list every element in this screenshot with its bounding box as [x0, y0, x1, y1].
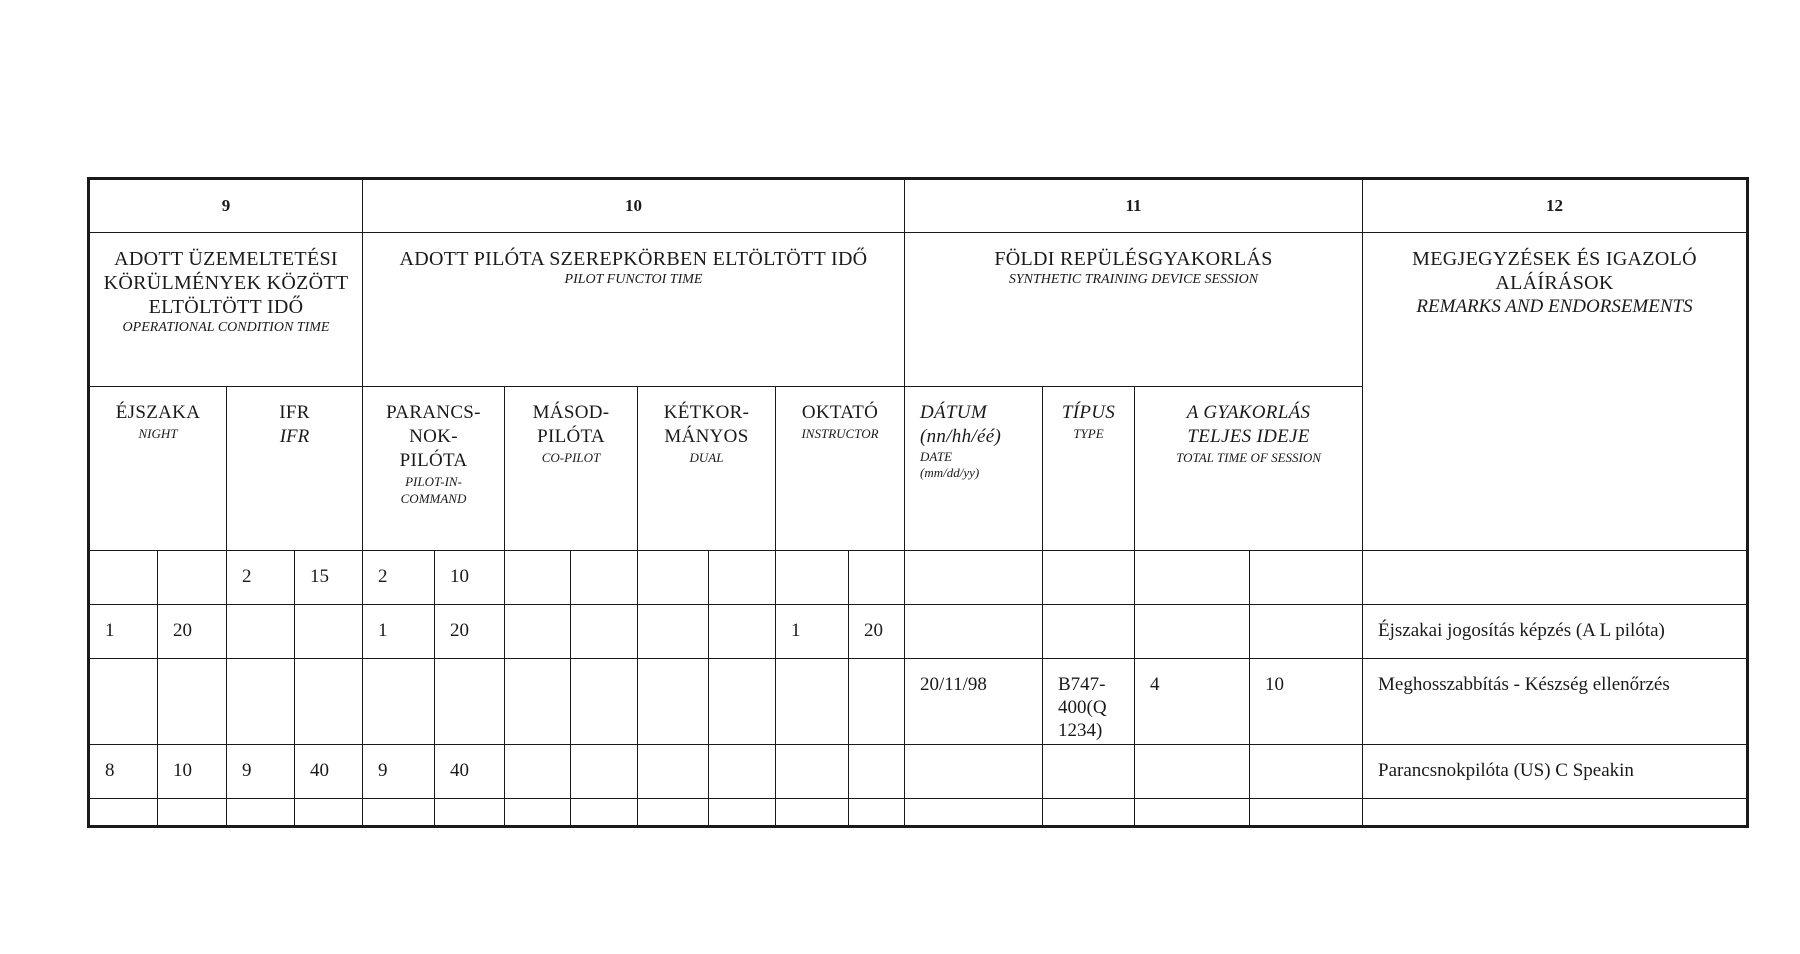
- cell-instructor-minutes[interactable]: [849, 659, 905, 745]
- cell-date[interactable]: [905, 799, 1043, 827]
- cell-session-hours[interactable]: [1135, 605, 1250, 659]
- sub-header-type: [1043, 387, 1135, 551]
- cell-pic-hours[interactable]: 9: [363, 745, 435, 799]
- cell-instructor-hours[interactable]: [776, 799, 849, 827]
- cell-session-hours[interactable]: 4: [1135, 659, 1250, 745]
- sub-header-english: IFR: [279, 426, 310, 447]
- cell-date[interactable]: 20/11/98: [905, 659, 1043, 745]
- cell-session-minutes[interactable]: 10: [1250, 659, 1363, 745]
- cell-pic-minutes[interactable]: [435, 659, 505, 745]
- cell-type[interactable]: [1043, 551, 1135, 605]
- column-number-11: 11: [905, 179, 1363, 233]
- sub-header-label: PARANCS-NOK-PILÓTA: [386, 402, 481, 471]
- cell-pic-hours[interactable]: 2: [363, 551, 435, 605]
- cell-ifr-minutes[interactable]: [295, 799, 363, 827]
- cell-night-hours[interactable]: 1: [89, 605, 158, 659]
- sub-header-date: [905, 387, 1043, 551]
- sub-header-label: ÉJSZAKA: [115, 402, 201, 423]
- cell-session-minutes[interactable]: [1250, 551, 1363, 605]
- cell-night-hours[interactable]: 8: [89, 745, 158, 799]
- cell-remarks[interactable]: Meghosszabbítás - Készség ellenőrzés: [1363, 659, 1748, 745]
- sub-header-english: DATE: [920, 449, 953, 464]
- sub-header-night: [89, 387, 227, 551]
- sub-header-label: TÍPUS: [1061, 402, 1116, 423]
- cell-session-minutes[interactable]: [1250, 745, 1363, 799]
- cell-ifr-hours[interactable]: 9: [227, 745, 295, 799]
- cell-night-minutes[interactable]: [158, 659, 227, 745]
- section-title: FÖLDI REPÜLÉSGYAKORLÁS: [994, 248, 1273, 270]
- cell-instructor-minutes[interactable]: [849, 551, 905, 605]
- section-subtitle: OPERATIONAL CONDITION TIME: [122, 320, 330, 335]
- cell-copilot-hours[interactable]: [505, 659, 571, 745]
- column-number-10: 10: [363, 179, 905, 233]
- table-row: [89, 799, 1748, 827]
- cell-ifr-minutes[interactable]: 40: [295, 745, 363, 799]
- cell-remarks[interactable]: [1363, 799, 1748, 827]
- sub-header-english: PILOT-IN-COMMAND: [400, 474, 467, 506]
- sub-header-english: TYPE: [1073, 426, 1104, 441]
- cell-copilot-hours[interactable]: [505, 799, 571, 827]
- cell-dual-minutes[interactable]: [709, 605, 776, 659]
- cell-copilot-minutes[interactable]: [571, 745, 638, 799]
- cell-session-hours[interactable]: [1135, 799, 1250, 827]
- sub-header-label: MÁSOD-PILÓTA: [532, 402, 610, 447]
- cell-copilot-minutes[interactable]: [571, 605, 638, 659]
- cell-remarks[interactable]: Éjszakai jogosítás képzés (A L pilóta): [1363, 605, 1748, 659]
- table-row: [89, 551, 1748, 605]
- sub-header-label: IFR: [279, 402, 310, 423]
- cell-copilot-hours[interactable]: [505, 605, 571, 659]
- cell-date[interactable]: [905, 745, 1043, 799]
- cell-session-minutes[interactable]: [1250, 799, 1363, 827]
- cell-night-minutes[interactable]: [158, 799, 227, 827]
- sub-header-label-format: (nn/hh/éé): [920, 426, 1002, 447]
- cell-copilot-hours[interactable]: [505, 745, 571, 799]
- sub-header-total-session-time: [1135, 387, 1363, 551]
- cell-dual-minutes[interactable]: [709, 659, 776, 745]
- column-number-row: [89, 179, 1748, 233]
- cell-remarks[interactable]: [1363, 551, 1748, 605]
- cell-dual-minutes[interactable]: [709, 799, 776, 827]
- cell-instructor-hours[interactable]: [776, 745, 849, 799]
- section-subtitle: SYNTHETIC TRAINING DEVICE SESSION: [1008, 272, 1259, 287]
- sub-header-label: DÁTUM: [920, 402, 987, 423]
- section-subtitle: REMARKS AND ENDORSEMENTS: [1416, 296, 1693, 317]
- sub-header-label: A GYAKORLÁS TELJES IDEJE: [1186, 402, 1311, 447]
- cell-ifr-minutes[interactable]: [295, 605, 363, 659]
- cell-ifr-hours[interactable]: [227, 659, 295, 745]
- cell-remarks[interactable]: Parancsnokpilóta (US) C Speakin: [1363, 745, 1748, 799]
- cell-dual-minutes[interactable]: [709, 551, 776, 605]
- table-row: [89, 605, 1748, 659]
- section-title: MEGJEGYZÉSEK ÉS IGAZOLÓ ALÁÍRÁSOK: [1412, 248, 1697, 294]
- cell-dual-hours[interactable]: [638, 745, 709, 799]
- cell-instructor-hours[interactable]: [776, 659, 849, 745]
- cell-dual-hours[interactable]: [638, 551, 709, 605]
- sub-header-english-format: (mm/dd/yy): [920, 465, 980, 480]
- cell-night-minutes[interactable]: [158, 551, 227, 605]
- cell-ifr-hours[interactable]: [227, 799, 295, 827]
- cell-date[interactable]: [905, 605, 1043, 659]
- cell-instructor-minutes[interactable]: [849, 799, 905, 827]
- cell-night-hours[interactable]: [89, 551, 158, 605]
- sub-header-english: DUAL: [689, 450, 724, 465]
- cell-dual-hours[interactable]: [638, 605, 709, 659]
- column-number-9: 9: [89, 179, 363, 233]
- cell-pic-hours[interactable]: [363, 659, 435, 745]
- table-row: [89, 745, 1748, 799]
- sub-header-pilot-in-command: [363, 387, 505, 551]
- cell-night-hours[interactable]: [89, 659, 158, 745]
- cell-type[interactable]: [1043, 799, 1135, 827]
- cell-ifr-minutes[interactable]: 15: [295, 551, 363, 605]
- section-remarks: [1363, 233, 1748, 551]
- cell-night-hours[interactable]: [89, 799, 158, 827]
- sub-header-ifr: [227, 387, 363, 551]
- sub-header-dual: [638, 387, 776, 551]
- cell-date[interactable]: [905, 551, 1043, 605]
- cell-pic-minutes[interactable]: 40: [435, 745, 505, 799]
- cell-ifr-minutes[interactable]: [295, 659, 363, 745]
- section-subtitle: PILOT FUNCTOI TIME: [564, 272, 703, 287]
- cell-dual-minutes[interactable]: [709, 745, 776, 799]
- section-synthetic-training: [905, 233, 1363, 387]
- section-operational-condition: [89, 233, 363, 387]
- logbook-table: [87, 177, 1749, 828]
- cell-dual-hours[interactable]: [638, 799, 709, 827]
- sub-header-english: TOTAL TIME OF SESSION: [1176, 450, 1321, 465]
- cell-pic-hours[interactable]: 1: [363, 605, 435, 659]
- cell-copilot-minutes[interactable]: [571, 659, 638, 745]
- cell-type[interactable]: B747-400(Q 1234): [1043, 659, 1135, 745]
- sub-header-instructor: [776, 387, 905, 551]
- sub-header-english: CO-PILOT: [541, 450, 601, 465]
- cell-session-minutes[interactable]: [1250, 605, 1363, 659]
- column-number-12: 12: [1363, 179, 1748, 233]
- sub-header-label: OKTATÓ: [801, 402, 879, 423]
- cell-instructor-hours[interactable]: 1: [776, 605, 849, 659]
- sub-header-co-pilot: [505, 387, 638, 551]
- cell-type[interactable]: [1043, 745, 1135, 799]
- section-title: ADOTT ÜZEMELTETÉSI KÖRÜLMÉNYEK KÖZÖTT ELTÖLTÖTT IDŐ: [103, 248, 349, 318]
- cell-type[interactable]: [1043, 605, 1135, 659]
- cell-night-minutes[interactable]: 10: [158, 745, 227, 799]
- cell-ifr-hours[interactable]: 2: [227, 551, 295, 605]
- cell-pic-minutes[interactable]: [435, 799, 505, 827]
- cell-session-hours[interactable]: [1135, 745, 1250, 799]
- cell-pic-minutes[interactable]: 10: [435, 551, 505, 605]
- sub-header-label: KÉTKOR-MÁNYOS: [663, 402, 750, 447]
- sub-header-english: INSTRUCTOR: [801, 426, 879, 441]
- section-pilot-function: [363, 233, 905, 387]
- cell-night-minutes[interactable]: 20: [158, 605, 227, 659]
- cell-session-hours[interactable]: [1135, 551, 1250, 605]
- cell-copilot-hours[interactable]: [505, 551, 571, 605]
- table-row: [89, 659, 1748, 745]
- section-title-row: [89, 233, 1748, 387]
- cell-dual-hours[interactable]: [638, 659, 709, 745]
- cell-copilot-minutes[interactable]: [571, 551, 638, 605]
- section-title: ADOTT PILÓTA SZEREPKÖRBEN ELTÖLTÖTT IDŐ: [399, 248, 868, 270]
- cell-ifr-hours[interactable]: [227, 605, 295, 659]
- cell-instructor-minutes[interactable]: 20: [849, 605, 905, 659]
- cell-copilot-minutes[interactable]: [571, 799, 638, 827]
- cell-instructor-hours[interactable]: [776, 551, 849, 605]
- cell-pic-hours[interactable]: [363, 799, 435, 827]
- cell-pic-minutes[interactable]: 20: [435, 605, 505, 659]
- sub-header-english: NIGHT: [138, 426, 178, 441]
- cell-instructor-minutes[interactable]: [849, 745, 905, 799]
